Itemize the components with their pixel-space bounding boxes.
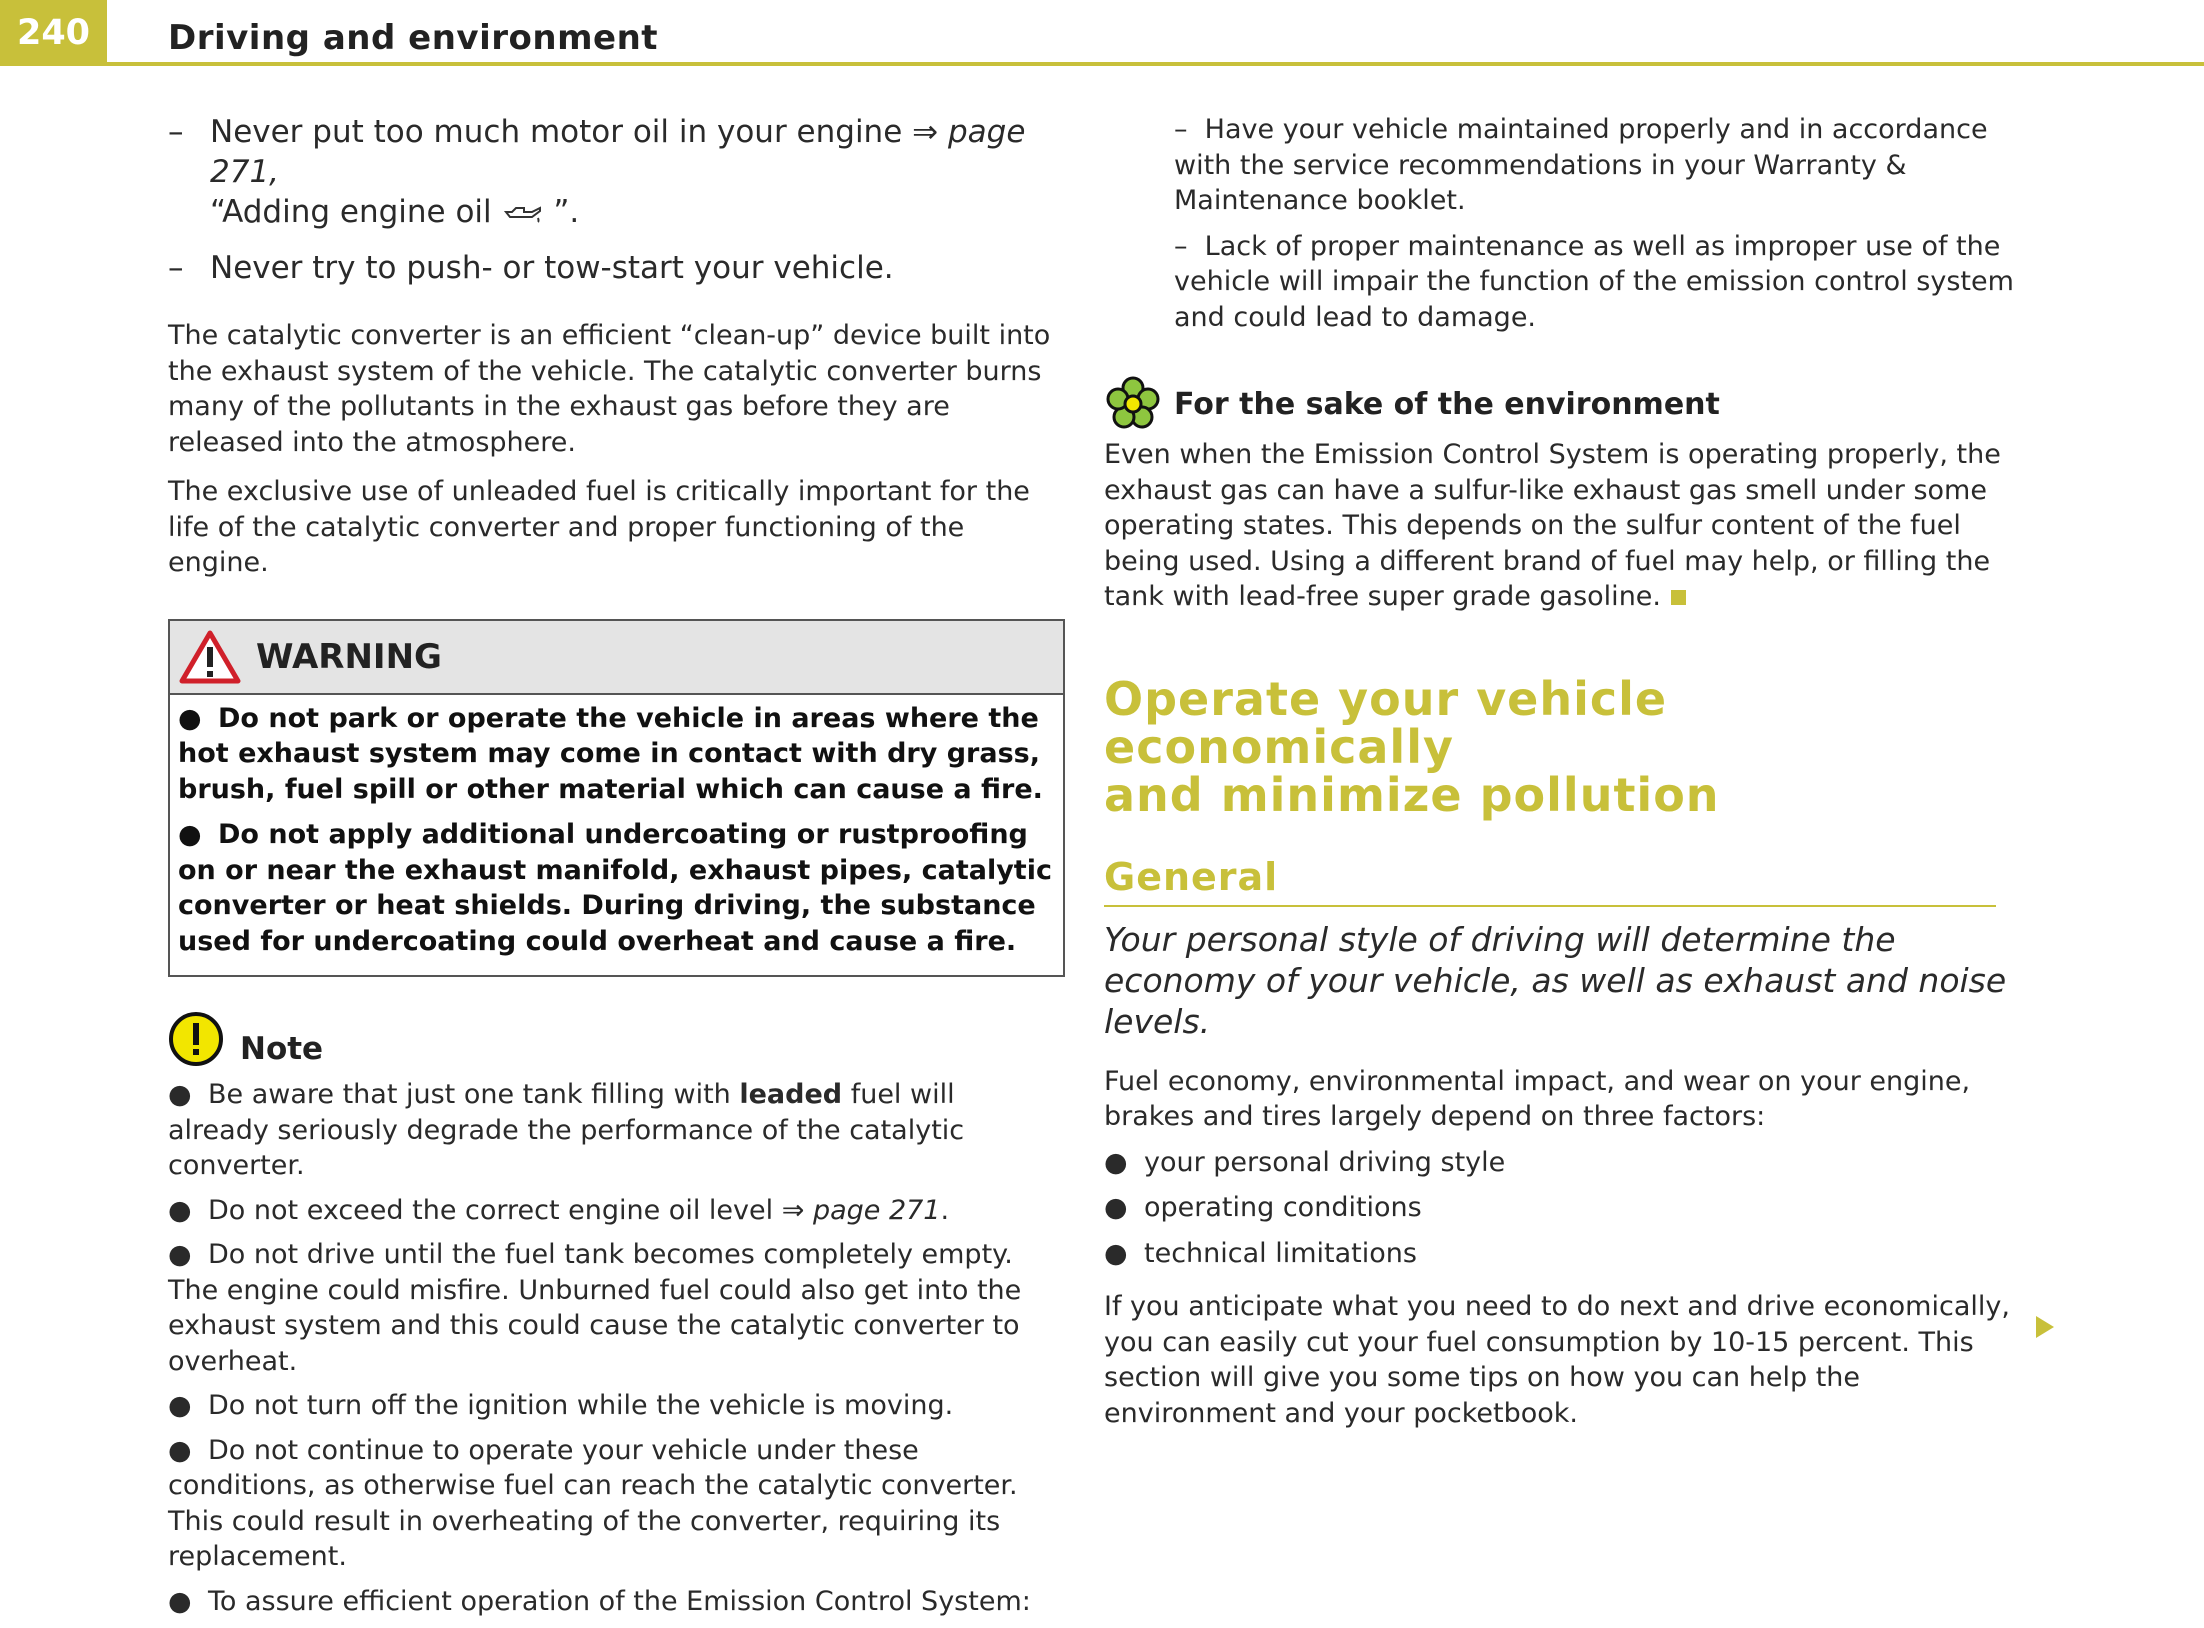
warning-item: ● Do not park or operate the vehicle in areas where the hot exhaust system may come in contact with dry grass, brush, fuel spill or other material which can cause a fire. xyxy=(178,702,1043,805)
note-item: ● Do not continue to operate your vehicle under these conditions, as otherwise fuel can reach the catalytic converter. This could result in overheating of the converter, requiring its replacement. xyxy=(168,1434,1018,1572)
warning-body xyxy=(170,695,1063,976)
note-exclamation-icon xyxy=(168,1011,224,1067)
oil-can-icon xyxy=(502,204,544,224)
intro-text: Your personal style of driving will determine the economy of your vehicle, as well as exhaust and noise levels. xyxy=(1104,919,2007,1041)
paragraph-unleaded: The exclusive use of unleaded fuel is critically important for the life of the catalytic converter and proper functioning of the engine. xyxy=(168,476,1030,578)
list-item: ● technical limitations xyxy=(1104,1237,1417,1269)
right-column xyxy=(1104,112,2026,1431)
body-anticipate: If you anticipate what you need to do next and drive economically, you can easily cut your fuel consumption by 10-15 percent. This section will give you some tips on how you can help the environment and your pocketbook. xyxy=(1104,1291,2010,1429)
note-item: ● Be aware that just one tank filling with leaded fuel will already seriously degrade the performance of the catalytic converter. xyxy=(168,1079,965,1181)
warning-triangle-icon xyxy=(178,629,242,685)
header-rule xyxy=(107,62,2204,66)
dash-item-lack-maintenance: – Lack of proper maintenance as well as improper use of the vehicle will impair the function of the emission control system and could lead to damage. xyxy=(1174,230,2014,333)
environment-title: For the sake of the environment xyxy=(1174,386,1720,422)
left-column xyxy=(168,112,1063,1628)
subsection-title: General xyxy=(1104,854,1279,899)
end-of-section-icon xyxy=(1671,590,1686,605)
subsection-rule xyxy=(1104,905,1996,907)
note-title: Note xyxy=(240,1031,324,1067)
dash-item-text: Never try to push- or tow-start your vehicle. xyxy=(210,250,894,286)
note-item: ● Do not turn off the ignition while the vehicle is moving. xyxy=(168,1390,954,1421)
dash-item-text: Never put too much motor oil in your engine xyxy=(210,114,903,150)
dash-item-maintenance: – Have your vehicle maintained properly and in accordance with the service recommendations in your Warranty & Maintenance booklet. xyxy=(1174,114,1988,216)
chapter-title: Driving and environment xyxy=(168,18,659,58)
note-item: ● Do not exceed the correct engine oil level ⇒ page 271. xyxy=(168,1194,950,1226)
warning-box xyxy=(168,619,1065,978)
section-title: Operate your vehicle economically and minimize pollution xyxy=(1104,671,1720,822)
continue-arrow-icon xyxy=(2034,1314,2056,1340)
list-item: ● your personal driving style xyxy=(1104,1146,1506,1178)
warning-header xyxy=(170,621,1063,695)
environment-text: Even when the Emission Control System is operating properly, the exhaust gas can have a sulfur-like exhaust gas smell under some operating states. This depends on the sulfur content of the fuel being used. Using a different brand of fuel may help, or filling the tank with lead-free super grade gasoline. xyxy=(1104,439,2001,612)
note-item: ● To assure efficient operation of the Emission Control System: xyxy=(168,1585,1031,1617)
environment-flower-icon xyxy=(1104,375,1162,433)
page-ref-link[interactable]: page 271 xyxy=(812,1194,941,1226)
body-factors: Fuel economy, environmental impact, and wear on your engine, brakes and tires largely depend on three factors: xyxy=(1104,1065,1971,1132)
page-number: 240 xyxy=(0,0,107,66)
dash-item-push-start: – Never try to push- or tow-start your vehicle. xyxy=(168,250,894,286)
page-ref-link[interactable]: page 271, xyxy=(210,114,1026,190)
warning-item: ● Do not apply additional undercoating or rustproofing on or near the exhaust manifold, exhaust pipes, catalytic converter or heat shields. During driving, the substance used for undercoating could overheat and cause a fire. xyxy=(178,819,1052,957)
dash-item-text-end: ”. xyxy=(553,194,580,230)
note-item: ● Do not drive until the fuel tank becomes completely empty. The engine could misfire. Unburned fuel could also get into the exhaust system and this could cause the catalytic converter to overheat. xyxy=(168,1239,1022,1377)
note-header xyxy=(168,1011,1063,1067)
paragraph-catalytic: The catalytic converter is an efficient “clean-up” device built into the exhaust system of the vehicle. The catalytic converter burns many of the pollutants in the exhaust gas before they are released into the atmosphere. xyxy=(168,320,1051,458)
dash-item-oil: – Never put too much motor oil in your engine ⇒ page 271, “Adding engine oil ”. xyxy=(168,114,1026,230)
warning-title: WARNING xyxy=(256,636,442,677)
xref-arrow-icon: ⇒ xyxy=(781,1194,805,1226)
xref-arrow-icon: ⇒ xyxy=(912,114,939,150)
environment-header xyxy=(1104,375,2026,433)
dash-item-text-line2: “Adding engine oil xyxy=(210,194,492,230)
list-item: ● operating conditions xyxy=(1104,1192,1422,1223)
